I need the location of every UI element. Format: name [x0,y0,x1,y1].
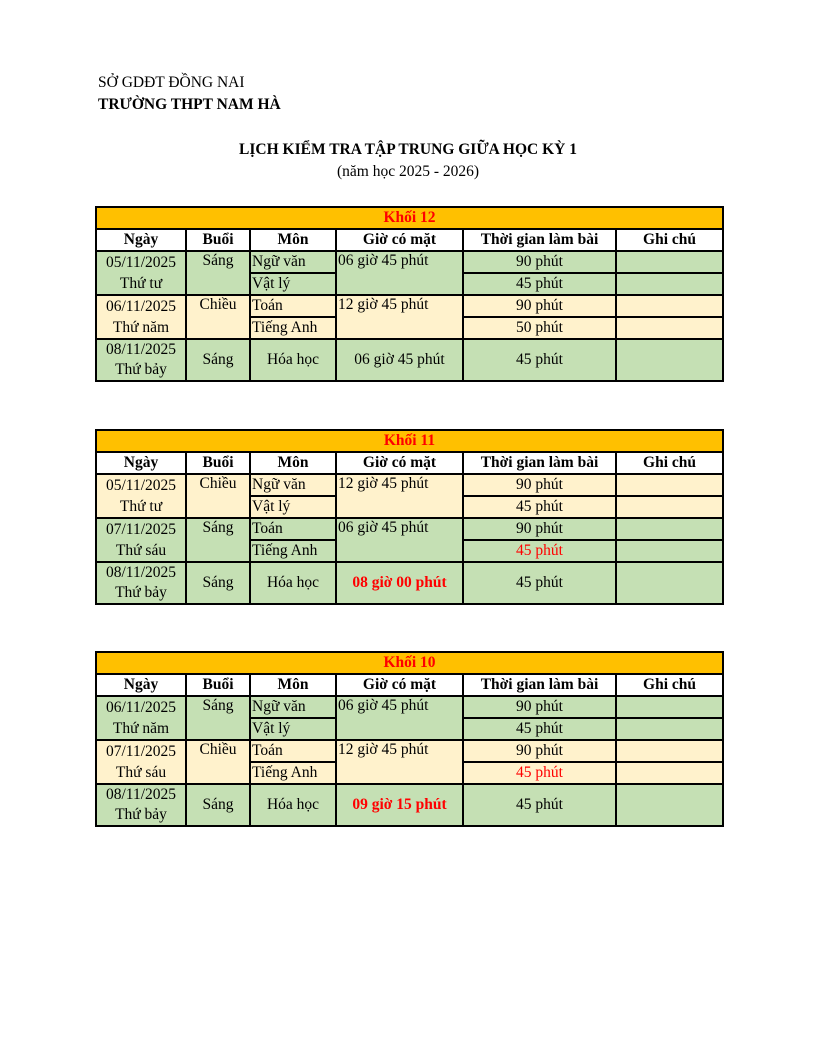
exam-subject: Tiếng Anh [250,540,336,562]
exam-session: Sáng [186,562,250,604]
table-row [96,339,723,360]
col-header-date: Ngày [96,229,186,251]
exam-date: 08/11/2025 [96,784,186,805]
table-row [96,540,723,562]
exam-date: 08/11/2025 [96,339,186,360]
exam-arrival-time: 12 giờ 45 phút [336,295,463,317]
table-row [96,496,723,518]
col-header-notes: Ghi chú [616,229,723,251]
exam-arrival-time: 06 giờ 45 phút [336,518,463,540]
exam-note [616,474,723,496]
col-header-subject: Môn [250,229,336,251]
exam-note [616,784,723,826]
table-row [96,718,723,740]
exam-weekday: Thứ tư [96,273,186,295]
exam-note [616,762,723,784]
exam-note [616,339,723,381]
exam-subject: Vật lý [250,718,336,740]
exam-weekday: Thứ tư [96,496,186,518]
exam-duration: 45 phút [463,784,616,826]
exam-duration: 90 phút [463,696,616,718]
exam-arrival-time: 08 giờ 00 phút [336,562,463,604]
table-row [96,740,723,762]
exam-weekday: Thứ sáu [96,762,186,784]
exam-note [616,273,723,295]
col-header-session: Buổi [186,229,250,251]
exam-subject: Tiếng Anh [250,762,336,784]
table-row [96,696,723,718]
exam-note [616,740,723,762]
exam-duration: 45 phút [463,339,616,381]
exam-duration: 45 phút [463,273,616,295]
exam-weekday: Thứ năm [96,718,186,740]
exam-subject: Ngữ văn [250,696,336,718]
grade-header: Khối 12 [96,207,723,229]
exam-note [616,295,723,317]
exam-subject: Hóa học [250,784,336,826]
exam-arrival-time: 06 giờ 45 phút [336,339,463,381]
table-row [96,762,723,784]
exam-duration: 45 phút [463,718,616,740]
exam-session: Chiều [186,474,250,496]
exam-arrival-time: 09 giờ 15 phút [336,784,463,826]
table-row [96,273,723,295]
exam-note [616,251,723,273]
exam-subject: Ngữ văn [250,251,336,273]
grade-header: Khối 10 [96,652,723,674]
col-header-date: Ngày [96,674,186,696]
exam-subject: Toán [250,295,336,317]
exam-date: 07/11/2025 [96,740,186,762]
schedule-table-grade-11 [95,429,724,605]
col-header-arrival: Giờ có mặt [336,452,463,474]
exam-duration: 90 phút [463,740,616,762]
exam-duration: 90 phút [463,295,616,317]
exam-session: Sáng [186,518,250,540]
exam-date: 05/11/2025 [96,474,186,496]
exam-weekday: Thứ sáu [96,540,186,562]
page-title: LỊCH KIỂM TRA TẬP TRUNG GIỮA HỌC KỲ 1 [239,141,577,158]
table-row [96,784,723,805]
exam-date: 08/11/2025 [96,562,186,583]
exam-note [616,696,723,718]
exam-session: Sáng [186,251,250,273]
schedule-table-grade-12 [95,206,724,382]
exam-session: Chiều [186,740,250,762]
exam-arrival-time: 12 giờ 45 phút [336,474,463,496]
school-name: TRƯỜNG THPT NAM HÀ [98,96,281,113]
exam-weekday: Thứ bảy [96,360,186,381]
exam-duration: 45 phút [463,496,616,518]
exam-subject: Toán [250,518,336,540]
col-header-session: Buổi [186,452,250,474]
exam-weekday: Thứ bảy [96,805,186,826]
exam-arrival-time: 06 giờ 45 phút [336,251,463,273]
exam-note [616,540,723,562]
exam-duration: 45 phút [463,762,616,784]
exam-note [616,518,723,540]
exam-duration: 45 phút [463,540,616,562]
exam-subject: Tiếng Anh [250,317,336,339]
exam-arrival-time: 06 giờ 45 phút [336,696,463,718]
col-header-subject: Môn [250,452,336,474]
table-row [96,474,723,496]
col-header-notes: Ghi chú [616,674,723,696]
exam-subject: Toán [250,740,336,762]
table-row [96,317,723,339]
exam-note [616,317,723,339]
exam-subject: Hóa học [250,562,336,604]
exam-duration: 50 phút [463,317,616,339]
table-row [96,295,723,317]
exam-session: Sáng [186,784,250,826]
exam-date: 07/11/2025 [96,518,186,540]
col-header-arrival: Giờ có mặt [336,229,463,251]
exam-note [616,496,723,518]
exam-duration: 90 phút [463,518,616,540]
exam-session: Sáng [186,339,250,381]
exam-subject: Ngữ văn [250,474,336,496]
exam-weekday: Thứ bảy [96,583,186,604]
schedule-table-grade-10 [95,651,724,827]
department-name: SỞ GDĐT ĐỒNG NAI [98,74,245,91]
page-subtitle: (năm học 2025 - 2026) [336,163,480,180]
col-header-notes: Ghi chú [616,452,723,474]
exam-subject: Vật lý [250,273,336,295]
exam-note [616,718,723,740]
col-header-arrival: Giờ có mặt [336,674,463,696]
col-header-subject: Môn [250,674,336,696]
col-header-date: Ngày [96,452,186,474]
exam-duration: 45 phút [463,562,616,604]
exam-duration: 90 phút [463,251,616,273]
table-row [96,251,723,273]
exam-subject: Hóa học [250,339,336,381]
exam-date: 06/11/2025 [96,295,186,317]
exam-session: Chiều [186,295,250,317]
exam-note [616,562,723,604]
exam-arrival-time: 12 giờ 45 phút [336,740,463,762]
col-header-duration: Thời gian làm bài [463,452,616,474]
exam-duration: 90 phút [463,474,616,496]
table-row [96,518,723,540]
table-row [96,562,723,583]
exam-date: 05/11/2025 [96,251,186,273]
exam-session: Sáng [186,696,250,718]
exam-weekday: Thứ năm [96,317,186,339]
grade-header: Khối 11 [96,430,723,452]
col-header-duration: Thời gian làm bài [463,674,616,696]
col-header-session: Buổi [186,674,250,696]
exam-subject: Vật lý [250,496,336,518]
exam-date: 06/11/2025 [96,696,186,718]
col-header-duration: Thời gian làm bài [463,229,616,251]
